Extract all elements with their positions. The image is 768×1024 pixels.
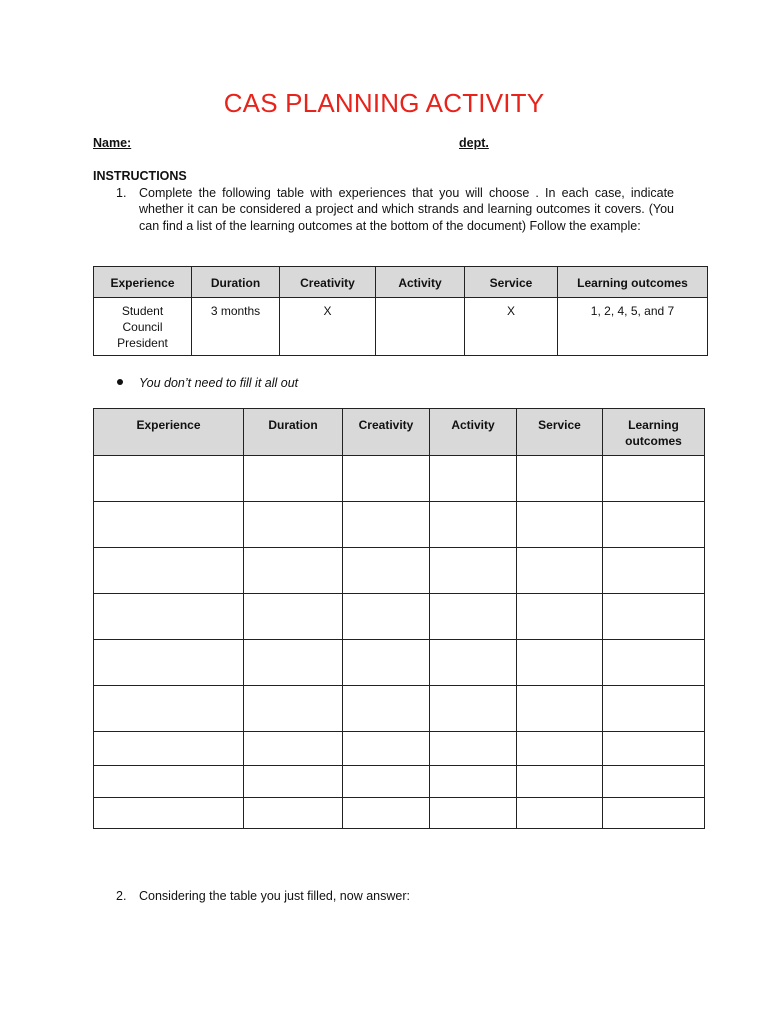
table-cell[interactable] xyxy=(343,548,430,594)
example-duration: 3 months xyxy=(192,298,280,356)
table-cell[interactable] xyxy=(94,594,244,640)
table-cell[interactable] xyxy=(603,640,705,686)
table-cell[interactable] xyxy=(94,548,244,594)
col-header-creativity: Creativity xyxy=(343,409,430,456)
table-cell[interactable] xyxy=(603,732,705,766)
col-header-activity: Activity xyxy=(430,409,517,456)
bullet-note: You don’t need to fill it all out xyxy=(139,376,299,390)
table-cell[interactable] xyxy=(603,798,705,829)
table-cell[interactable] xyxy=(430,640,517,686)
table-cell[interactable] xyxy=(343,640,430,686)
table-cell[interactable] xyxy=(244,594,343,640)
page-title: CAS PLANNING ACTIVITY xyxy=(223,88,545,118)
table-cell[interactable] xyxy=(430,594,517,640)
dept-label: dept. xyxy=(459,136,489,150)
name-label: Name: xyxy=(93,136,132,150)
table-cell[interactable] xyxy=(244,686,343,732)
table-cell[interactable] xyxy=(430,548,517,594)
table-cell[interactable] xyxy=(603,686,705,732)
table-cell[interactable] xyxy=(603,766,705,798)
table-cell[interactable] xyxy=(517,548,603,594)
table-row xyxy=(94,798,705,829)
table-cell[interactable] xyxy=(94,766,244,798)
col-header-service: Service xyxy=(517,409,603,456)
question-text-2: Considering the table you just filled, now answer: xyxy=(139,889,410,903)
col-header-duration: Duration xyxy=(244,409,343,456)
example-table-header-row xyxy=(94,267,708,298)
question-number-2: 2. xyxy=(116,889,127,903)
table-cell[interactable] xyxy=(430,502,517,548)
bullet-icon xyxy=(117,379,123,385)
table-cell[interactable] xyxy=(603,548,705,594)
table-cell[interactable] xyxy=(430,766,517,798)
table-cell[interactable] xyxy=(517,686,603,732)
table-cell[interactable] xyxy=(603,594,705,640)
table-cell[interactable] xyxy=(343,732,430,766)
table-cell[interactable] xyxy=(343,766,430,798)
table-cell[interactable] xyxy=(94,640,244,686)
table-cell[interactable] xyxy=(244,766,343,798)
col-header-creativity: Creativity xyxy=(280,267,376,298)
table-cell[interactable] xyxy=(343,594,430,640)
table-cell[interactable] xyxy=(244,732,343,766)
instruction-text-1: Complete the following table with experiences that you will choose . In each case, indicate whether it can be considered a project and which strands and learning outcomes it covers. (You can find a list of the learning outcomes at the bottom of the document) Follow the example: xyxy=(139,186,674,233)
table-cell[interactable] xyxy=(343,686,430,732)
col-header-service: Service xyxy=(465,267,558,298)
example-service: X xyxy=(465,298,558,356)
table-cell[interactable] xyxy=(94,502,244,548)
fill-table-header-row xyxy=(94,409,705,456)
example-experience xyxy=(94,298,192,356)
table-cell[interactable] xyxy=(517,456,603,502)
col-header-experience: Experience xyxy=(94,267,192,298)
table-cell[interactable] xyxy=(430,456,517,502)
col-header-activity: Activity xyxy=(376,267,465,298)
example-activity xyxy=(376,298,465,356)
table-cell[interactable] xyxy=(517,798,603,829)
table-cell[interactable] xyxy=(94,732,244,766)
example-creativity: X xyxy=(280,298,376,356)
table-cell[interactable] xyxy=(430,732,517,766)
table-row xyxy=(94,732,705,766)
table-row xyxy=(94,594,705,640)
table-row xyxy=(94,766,705,798)
table-cell[interactable] xyxy=(94,686,244,732)
table-cell[interactable] xyxy=(517,732,603,766)
table-cell[interactable] xyxy=(517,766,603,798)
instructions-heading: INSTRUCTIONS xyxy=(93,169,187,183)
example-experience-text: Student Council President xyxy=(117,304,168,350)
col-header-learning-outcomes-text: Learning outcomes xyxy=(625,418,682,448)
table-cell[interactable] xyxy=(603,502,705,548)
table-cell[interactable] xyxy=(517,640,603,686)
example-row xyxy=(94,298,708,356)
example-learning-outcomes: 1, 2, 4, 5, and 7 xyxy=(558,298,708,356)
table-cell[interactable] xyxy=(244,502,343,548)
table-cell[interactable] xyxy=(517,502,603,548)
table-row xyxy=(94,640,705,686)
table-row xyxy=(94,686,705,732)
fill-table-body xyxy=(94,456,705,829)
table-cell[interactable] xyxy=(244,456,343,502)
table-cell[interactable] xyxy=(244,798,343,829)
table-row xyxy=(94,548,705,594)
col-header-experience: Experience xyxy=(94,409,244,456)
col-header-learning-outcomes: Learning outcomes xyxy=(558,267,708,298)
table-cell[interactable] xyxy=(343,456,430,502)
table-cell[interactable] xyxy=(517,594,603,640)
table-cell[interactable] xyxy=(244,548,343,594)
table-cell[interactable] xyxy=(430,798,517,829)
col-header-duration: Duration xyxy=(192,267,280,298)
fill-in-table xyxy=(93,408,705,829)
table-cell[interactable] xyxy=(603,456,705,502)
table-cell[interactable] xyxy=(244,640,343,686)
instruction-number-1: 1. xyxy=(116,186,127,200)
table-row xyxy=(94,456,705,502)
table-cell[interactable] xyxy=(94,456,244,502)
table-cell[interactable] xyxy=(343,502,430,548)
table-cell[interactable] xyxy=(94,798,244,829)
table-row xyxy=(94,502,705,548)
example-table xyxy=(93,266,708,356)
table-cell[interactable] xyxy=(343,798,430,829)
table-cell[interactable] xyxy=(430,686,517,732)
col-header-learning-outcomes xyxy=(603,409,705,456)
